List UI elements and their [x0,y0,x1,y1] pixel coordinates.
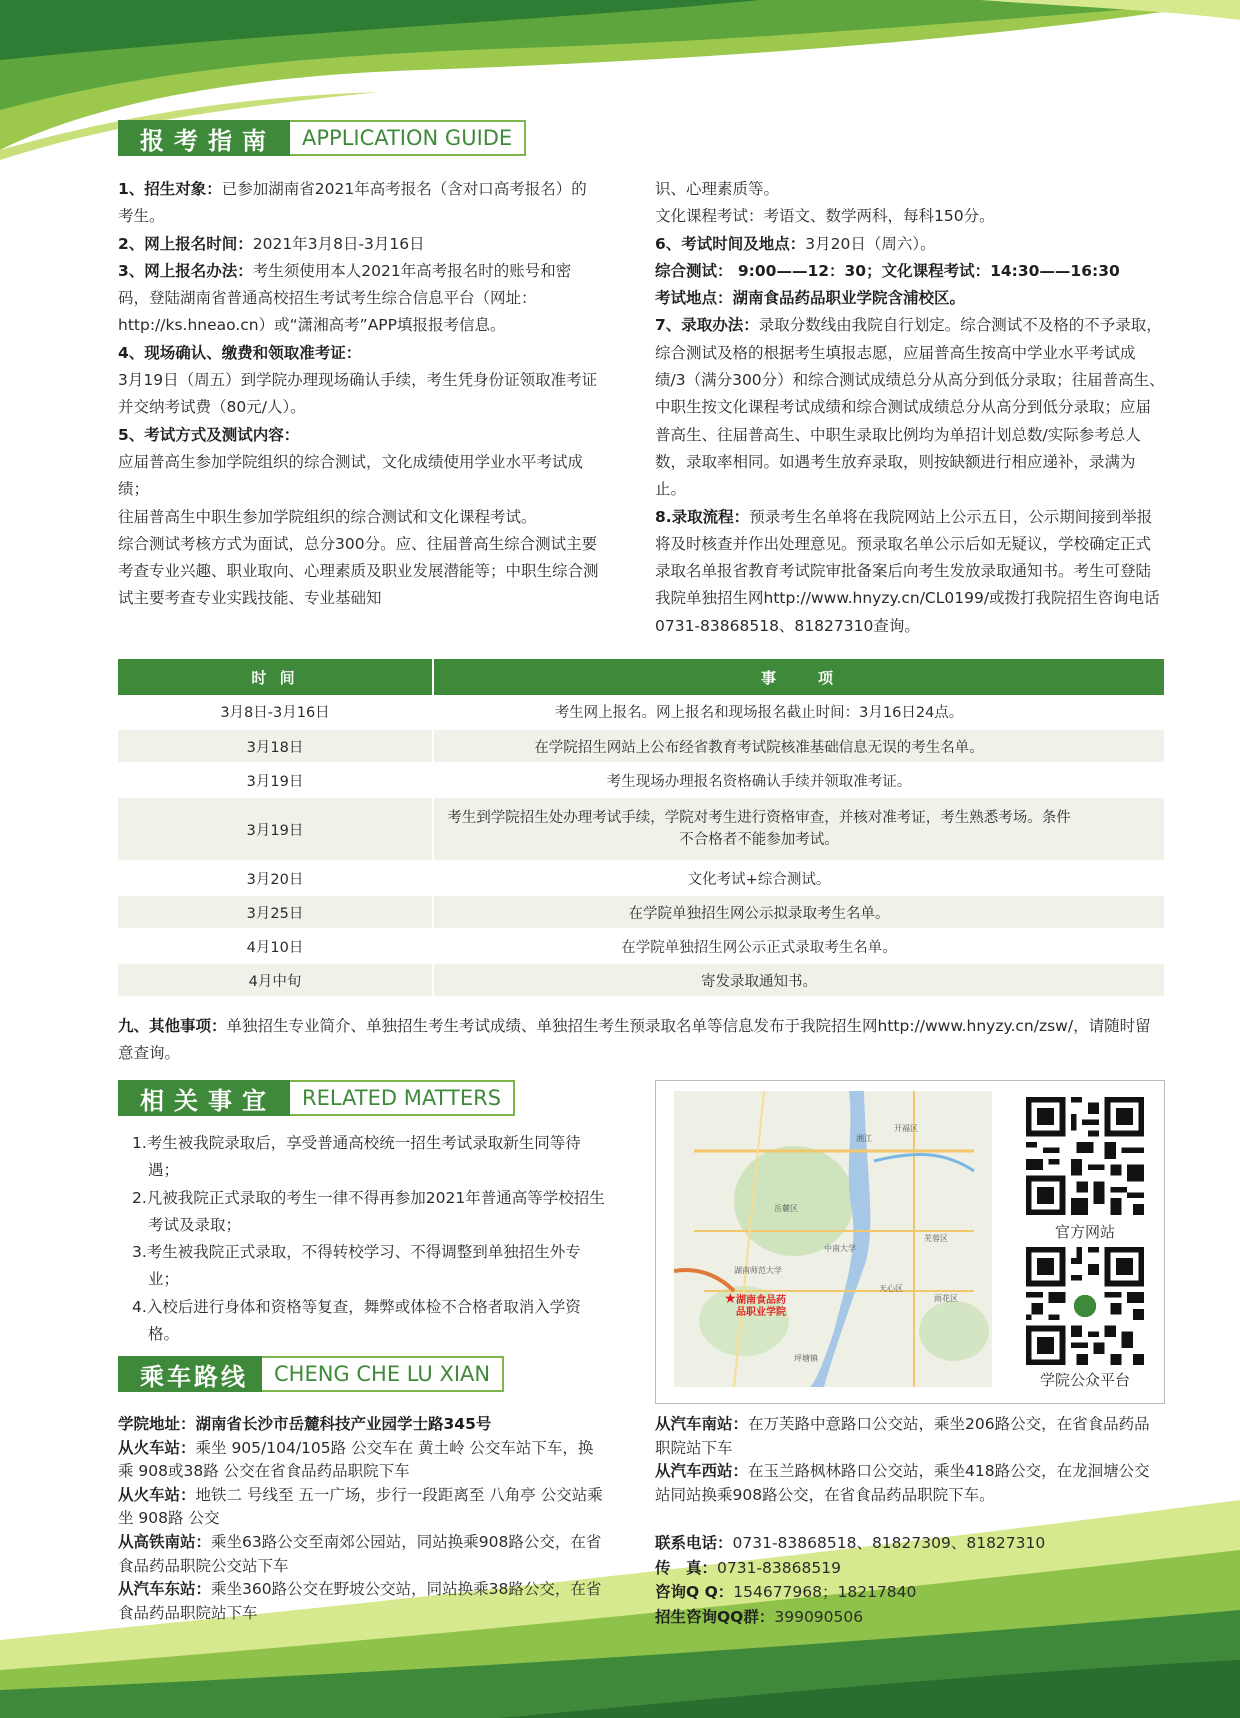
section-title-cn: 报考指南 [118,120,290,156]
section-title-en: CHENG CHE LU XIAN [262,1356,504,1392]
guide-item: 1、招生对象：已参加湖南省2021年高考报名（含对口高考报名）的考生。 [118,180,587,226]
guide-item: 3、网上报名办法：考生须使用本人2021年高考报名时的账号和密码，登陆湖南省普通高校招生考试考生综合信息平台（网址：http://ks.hneao.cn）或“潇湘高考”APP填报报考信息。 [118,261,572,335]
marker-label: 湖南食品药 [736,1295,786,1306]
map-label: 岳麓区 [774,1204,798,1213]
route-item: 从火车站：乘坐 905/104/105路 公交车在 黄土岭 公交车站下车，换乘 908或38路 公交在省食品药品职院下车 [118,1438,594,1481]
map-label: 湘江 [856,1134,872,1143]
cell-item: 文化考试+综合测试。 [433,861,1164,895]
route-item: 从汽车东站：乘坐360路公交在野坡公交站，同站换乘38路公交，在省食品药品职院站下车 [118,1580,602,1622]
wechat-qr-caption: 学院公众平台 [1039,1371,1130,1389]
cell-item: 考生到学院招生处办理考试手续，学院对考生进行资格审查，并核对准考证，考生熟悉考场。条件不合格者不能参加考试。 [433,797,1164,861]
column-header-item: 事 项 [433,659,1164,695]
website-qr-code [1026,1097,1144,1215]
route-item: 从火车站：地铁二 号线至 五一广场，步行一段距离至 八角亭 公交站乘坐 908路 公交 [118,1485,603,1528]
section-title-en: RELATED MATTERS [290,1080,515,1116]
cell-time: 3月8日-3月16日 [118,695,433,729]
table-row [118,929,1164,963]
guide-item: 2、网上报名时间：2021年3月8日-3月16日 [118,234,425,253]
marker-label: 品职业学院 [736,1307,786,1318]
map-label: 湖南师范大学 [734,1266,782,1275]
guide-right-column [655,176,1165,640]
list-item: 4.入校后进行身体和资格等复查，舞弊或体检不合格者取消入学资格。 [132,1297,581,1344]
guide-item: 3月19日（周五）到学院办理现场确认手续，考生凭身份证领取准考证并交纳考试费（80元/人）。 [118,371,598,417]
schedule-table [118,659,1164,998]
guide-item: 4、现场确认、缴费和领取准考证： [118,343,362,362]
route-left-column [118,1413,608,1625]
route-item: 从汽车南站：在万芙路中意路口公交站，乘坐206路公交，在省食品药品职院站下车 [655,1415,1150,1457]
cell-item: 考生网上报名。网上报名和现场报名截止时间：3月16日24点。 [433,695,1164,729]
cell-item: 考生现场办理报名资格确认手续并领取准考证。 [433,763,1164,797]
table-row [118,695,1164,729]
contact-fax: 传 真：0731-83868519 [655,1558,841,1577]
table-row [118,729,1164,763]
campus-location-map [674,1091,992,1387]
cell-item: 在学院招生网站上公布经省教育考试院核准基础信息无误的考生名单。 [433,729,1164,763]
guide-item: 7、录取办法：录取分数线由我院自行划定。综合测试不及格的不予录取，综合测试及格的根据考生填报志愿，应届普高生按高中学业水平考试成绩/3（满分300分）和综合测试成绩总分从高分到低分录取；往届普高生、中职生按文化课程考试成绩和综合测试成绩总分从高分到低分录取；应届普高生、往届普高生、中职生录取比例均为单招计划总数/实际参考总人数，录取率相同。如遇考生放弃录取，则按缺额进行相应递补，录满为止。 [655,316,1165,499]
cell-time: 3月19日 [118,763,433,797]
table-row [118,797,1164,861]
map-and-qr-panel [655,1080,1165,1404]
route-item: 从高铁南站：乘坐63路公交至南郊公园站，同站换乘908路公交，在省食品药品职院公交站下车 [118,1532,602,1575]
cell-time: 3月19日 [118,797,433,861]
map-label: 天心区 [879,1284,903,1293]
cell-item: 寄发录取通知书。 [433,963,1164,997]
school-address: 学院地址：湖南省长沙市岳麓科技产业园学士路345号 [118,1415,492,1433]
contact-qq: 咨询Q Q：154677968；18217840 [655,1583,917,1601]
guide-item: 5、考试方式及测试内容： [118,425,300,444]
other-matters-paragraph: 九、其他事项：单独招生专业简介、单独招生考生考试成绩、单独招生考生预录取名单等信息发布于我院招生网http://www.hnyzy.cn/zsw/，请随时留意查询。 [118,1017,1151,1063]
location-marker-icon: ★ [724,1291,737,1307]
guide-item: 文化课程考试：考语文、数学两科，每科150分。 [655,207,995,226]
table-row [118,763,1164,797]
cell-time: 4月中旬 [118,963,433,997]
application-guide-heading [118,120,526,156]
guide-item: 识、心理素质等。 [655,180,780,198]
cell-time: 3月25日 [118,895,433,929]
website-qr-caption: 官方网站 [1054,1223,1115,1241]
table-row [118,963,1164,997]
guide-left-column [118,176,602,613]
list-item: 3.考生被我院正式录取，不得转校学习、不得调整到单独招生外专业； [132,1243,581,1289]
map-label: 坪塘镇 [794,1354,818,1363]
cell-time: 3月20日 [118,861,433,895]
cell-time: 3月18日 [118,729,433,763]
map-label: 雨花区 [934,1294,958,1303]
table-header-row [118,659,1164,695]
guide-item: 8.录取流程：预录考生名单将在我院网站上公示五日，公示期间接到举报将及时核查并作出处理意见。预录取名单公示后如无疑议，学校确定正式录取名单报省教育考试院审批备案后向考生发放录取通知书。考生可登陆我院单独招生网http://www.hnyzy.cn/CL0199/或拨打我院招生咨询电话0731-83868518、81827310查询。 [655,507,1160,635]
cell-item: 在学院单独招生网公示拟录取考生名单。 [433,895,1164,929]
map-label: 中南大学 [824,1244,856,1253]
contact-phone: 联系电话：0731-83868518、81827309、81827310 [655,1534,1046,1552]
section-title-en: APPLICATION GUIDE [290,120,526,156]
table-row [118,861,1164,895]
wechat-qr-code [1026,1247,1144,1365]
contact-info [655,1531,1165,1629]
list-item: 1.考生被我院录取后，享受普通高校统一招生考试录取新生同等待遇； [132,1134,581,1180]
list-item: 2.凡被我院正式录取的考生一律不得再参加2021年普通高等学校招生考试及录取； [132,1188,605,1234]
cell-time: 4月10日 [118,929,433,963]
guide-item: 综合测试： 9:00——12：30；文化课程考试：14:30——16:30 [655,261,1120,280]
cell-item: 在学院单独招生网公示正式录取考生名单。 [433,929,1164,963]
contact-qq-group: 招生咨询QQ群：399090506 [655,1607,864,1626]
map-label: 芙蓉区 [924,1234,948,1243]
map-label: 开福区 [894,1124,918,1133]
section-title-cn: 乘车路线 [118,1356,262,1392]
guide-item: 6、考试时间及地点：3月20日（周六）。 [655,234,936,253]
related-matters-heading [118,1080,515,1116]
guide-item: 应届普高生参加学院组织的综合测试，文化成绩使用学业水平考试成绩； [118,452,584,499]
related-matters-list [118,1130,608,1348]
guide-item: 往届普高生中职生参加学院组织的综合测试和文化课程考试。 [118,507,537,526]
guide-item: 考试地点：湖南食品药品职业学院含浦校区。 [655,289,966,308]
route-item: 从汽车西站：在玉兰路枫林路口公交站，乘坐418路公交，在龙洄塘公交站同站换乘908路公交，在省食品药品职院下车。 [655,1462,1150,1504]
route-heading [118,1356,504,1392]
table-row [118,895,1164,929]
section-title-cn: 相关事宜 [118,1080,290,1116]
column-header-time: 时 间 [118,659,433,695]
guide-item: 综合测试考核方式为面试，总分300分。应、往届普高生综合测试主要考查专业兴趣、职业取向、心理素质及职业发展潜能等；中职生综合测试主要考查专业实践技能、专业基础知 [118,534,599,608]
route-right-column [655,1413,1165,1507]
